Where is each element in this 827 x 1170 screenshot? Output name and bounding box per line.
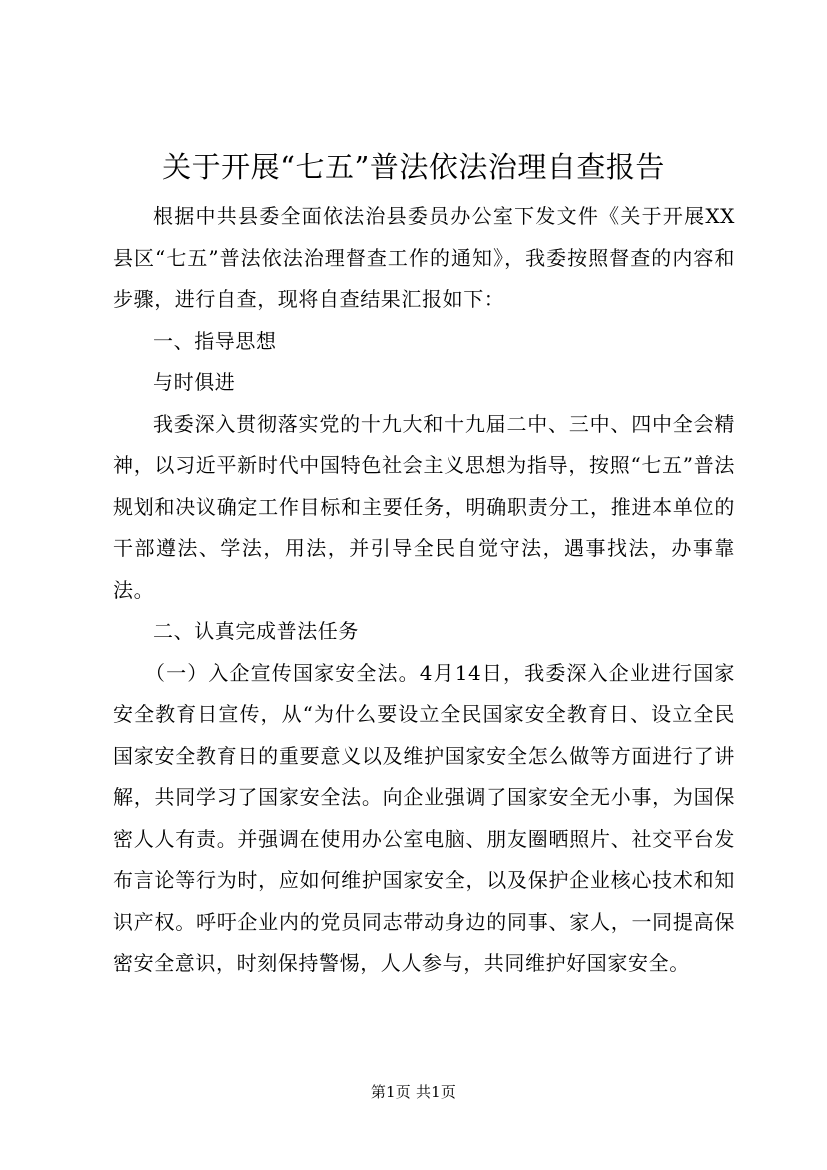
document-body: [113, 196, 735, 985]
guiding-ideology-paragraph: 我委深入贯彻落实党的十九大和十九届二中、三中、四中全会精神，以习近平新时代中国特色社会主义思想为指导，按照“七五”普法规划和决议确定工作目标和主要任务，明确职责分工，推进本单位的干部遵法、学法，用法，并引导全民自觉守法，遇事找法，办事靠法。: [113, 411, 735, 602]
page-footer: 第1页 共1页: [370, 1083, 457, 1101]
section-heading-legal-tasks: 二、认真完成普法任务: [153, 619, 359, 643]
subheading-keep-pace: 与时俱进: [153, 370, 236, 394]
document-title: 关于开展“七五”普法依法治理自查报告: [162, 150, 665, 184]
intro-paragraph: 根据中共县委全面依法治县委员办公室下发文件《关于开展XX县区“七五”普法依法治理督查工作的通知》，我委按照督查的内容和步骤，进行自查，现将自查结果汇报如下：: [113, 204, 735, 311]
section-heading-guiding-ideology: 一、指导思想: [153, 328, 277, 353]
legal-tasks-item-paragraph: （一）入企宣传国家安全法。4月14日，我委深入企业进行国家安全教育日宣传，从“为什么要设立全民国家安全教育日、设立全民国家安全教育日的重要意义以及维护国家安全怎么做等方面进行了讲解，共同学习了国家安全法。向企业强调了国家安全无小事，为国保密人人有责。并强调在使用办公室电脑、朋友圈晒照片、社交平台发布言论等行为时，应如何维护国家安全，以及保护企业核心技术和知识产权。呼吁企业内的党员同志带动身边的同事、家人，一同提高保密安全意识，时刻保持警惕，人人参与，共同维护好国家安全。: [113, 660, 735, 975]
